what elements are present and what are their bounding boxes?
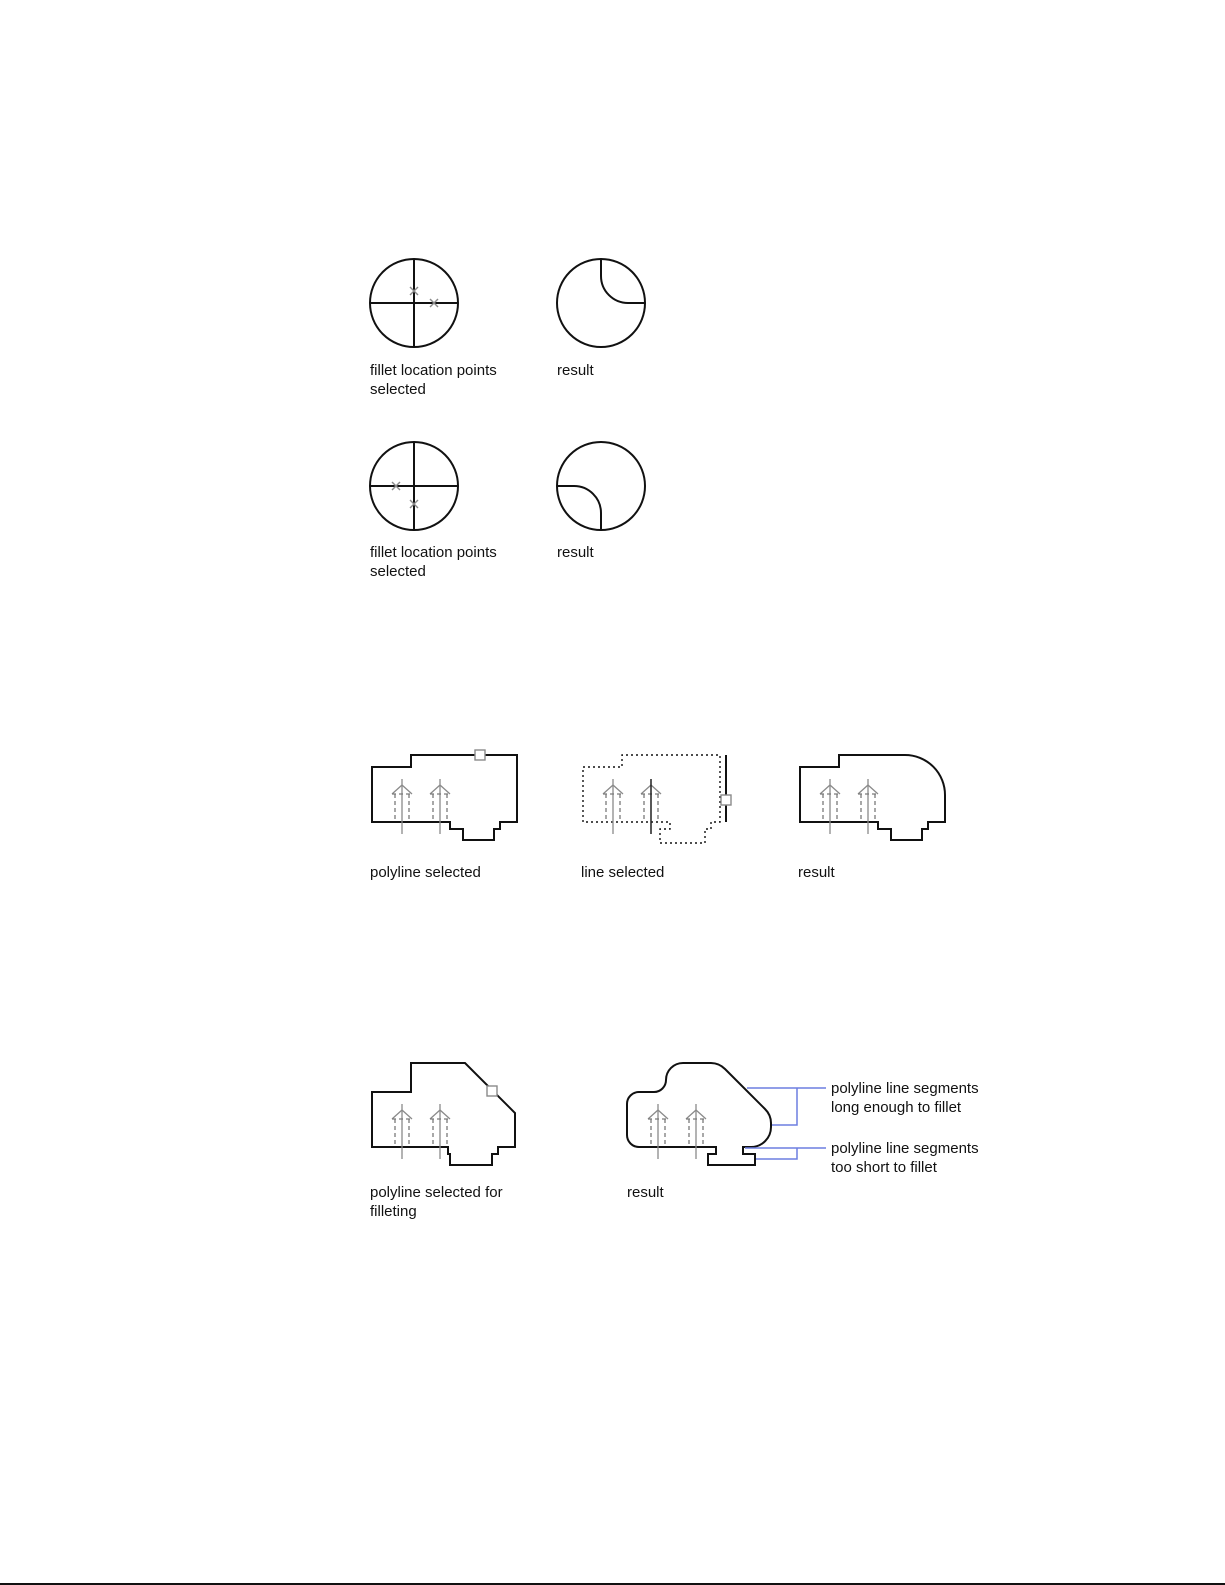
bolt-symbol (686, 1104, 706, 1159)
bolt-symbol (430, 779, 450, 834)
figure2-polyline-selected (372, 750, 517, 840)
polyline-outline (372, 755, 517, 840)
callout-short-line1: polyline line segments (831, 1140, 979, 1157)
figure1-row2-right-caption: result (557, 544, 594, 561)
callout-leader-long (747, 1088, 826, 1125)
figure1-row2-result (557, 442, 645, 530)
figure1-row2-left-caption-line2: selected (370, 563, 426, 580)
figure3-right-caption: result (627, 1184, 664, 1201)
filleted-outline (800, 755, 945, 840)
pick-box-icon (475, 750, 485, 760)
figure1-row1-result (557, 259, 645, 347)
figure2-middle-caption: line selected (581, 864, 665, 881)
figure3-left-caption-line1: polyline selected for (370, 1184, 503, 1201)
figure1-row1-left-caption-line2: selected (370, 381, 426, 398)
filleted-outline (627, 1063, 771, 1165)
figure3-left-caption-line2: filleting (370, 1203, 417, 1220)
callout-long-line2: long enough to fillet (831, 1099, 962, 1116)
pick-box-icon (721, 795, 731, 805)
figure3-polyline-selected (372, 1063, 515, 1165)
bolt-symbol (858, 779, 878, 834)
bolt-symbol (603, 779, 623, 834)
figure1-row1-right-caption: result (557, 362, 594, 379)
callout-leader-short (745, 1148, 826, 1159)
figure1-row2-left-caption-line1: fillet location points (370, 544, 497, 561)
figure1-row1-selection (370, 259, 458, 347)
figure1-row2-selection (370, 442, 458, 530)
bolt-symbol (648, 1104, 668, 1159)
figure2-result (800, 755, 945, 840)
figure2-right-caption: result (798, 864, 835, 881)
callout-long-line1: polyline line segments (831, 1080, 979, 1097)
figure2-line-selected (583, 755, 731, 843)
figure1-row1-left-caption-line1: fillet location points (370, 362, 497, 379)
bolt-symbol (820, 779, 840, 834)
figure2-left-caption: polyline selected (370, 864, 481, 881)
callout-short-line2: too short to fillet (831, 1159, 937, 1176)
bolt-symbol (392, 1104, 412, 1159)
pick-box-icon (487, 1086, 497, 1096)
figure3-result (627, 1063, 771, 1165)
bolt-symbol (392, 779, 412, 834)
